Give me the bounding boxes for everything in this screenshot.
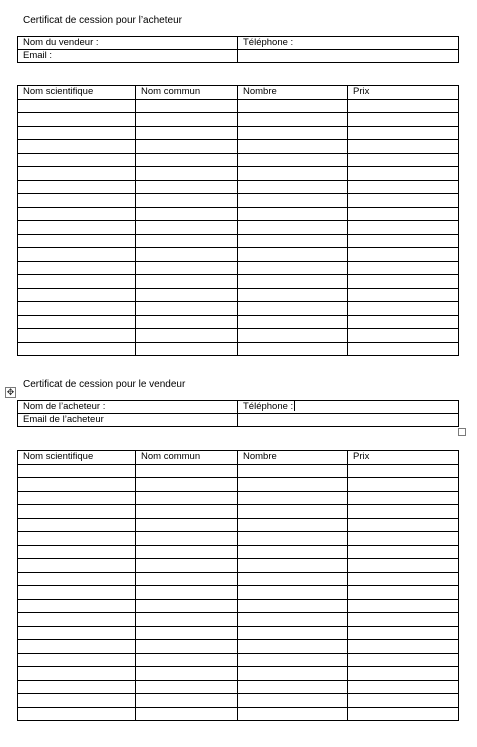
cell-common-name[interactable] [136, 194, 238, 208]
cell-quantity[interactable] [238, 315, 348, 329]
cell-scientific-name[interactable] [18, 248, 136, 262]
cell-price[interactable] [348, 342, 459, 356]
cell-scientific-name[interactable] [18, 694, 136, 708]
cell-price[interactable] [348, 234, 459, 248]
cell-price[interactable] [348, 221, 459, 235]
cell-scientific-name[interactable] [18, 559, 136, 573]
cell-scientific-name[interactable] [18, 613, 136, 627]
cell-price[interactable] [348, 464, 459, 478]
cell-scientific-name[interactable] [18, 640, 136, 654]
cell-scientific-name[interactable] [18, 113, 136, 127]
cell-quantity[interactable] [238, 221, 348, 235]
table-row [18, 261, 459, 275]
cell-quantity[interactable] [238, 113, 348, 127]
cell-quantity[interactable] [238, 680, 348, 694]
cell-scientific-name[interactable] [18, 464, 136, 478]
cell-common-name[interactable] [136, 153, 238, 167]
cell-scientific-name[interactable] [18, 707, 136, 721]
cell-quantity[interactable] [238, 572, 348, 586]
cell-common-name[interactable] [136, 180, 238, 194]
cell-quantity[interactable] [238, 288, 348, 302]
cell-scientific-name[interactable] [18, 653, 136, 667]
cell-price[interactable] [348, 180, 459, 194]
cell-quantity[interactable] [238, 491, 348, 505]
header-quantity: Nombre [238, 86, 348, 100]
buyer-name-field[interactable]: Nom de l’acheteur : [18, 401, 238, 414]
cell-quantity[interactable] [238, 342, 348, 356]
cell-common-name[interactable] [136, 207, 238, 221]
table-row [18, 680, 459, 694]
cell-quantity[interactable] [238, 626, 348, 640]
cell-scientific-name[interactable] [18, 680, 136, 694]
cell-common-name[interactable] [136, 478, 238, 492]
table-row [18, 207, 459, 221]
cell-price[interactable] [348, 167, 459, 181]
cell-common-name[interactable] [136, 140, 238, 154]
cell-quantity[interactable] [238, 207, 348, 221]
cell-scientific-name[interactable] [18, 153, 136, 167]
table-row [18, 167, 459, 181]
cell-scientific-name[interactable] [18, 99, 136, 113]
table-row [18, 491, 459, 505]
cell-scientific-name[interactable] [18, 288, 136, 302]
cell-quantity[interactable] [238, 261, 348, 275]
table-row [18, 613, 459, 627]
table-row [18, 248, 459, 262]
cell-common-name[interactable] [136, 667, 238, 681]
table-row [18, 640, 459, 654]
cell-quantity[interactable] [238, 640, 348, 654]
seller-phone-field[interactable]: Téléphone : [238, 37, 459, 50]
cell-price[interactable] [348, 329, 459, 343]
cell-common-name[interactable] [136, 126, 238, 140]
header-price: Prix [348, 451, 459, 465]
cell-scientific-name[interactable] [18, 315, 136, 329]
cell-scientific-name[interactable] [18, 261, 136, 275]
cell-quantity[interactable] [238, 545, 348, 559]
cell-scientific-name[interactable] [18, 167, 136, 181]
table-row [18, 342, 459, 356]
cell-quantity[interactable] [238, 518, 348, 532]
cell-price[interactable] [348, 640, 459, 654]
resize-icon[interactable] [458, 428, 466, 436]
table-row [18, 194, 459, 208]
table-row [18, 559, 459, 573]
buyer-phone-label: Téléphone : [243, 401, 294, 412]
cell-scientific-name[interactable] [18, 491, 136, 505]
cell-common-name[interactable] [136, 288, 238, 302]
cell-common-name[interactable] [136, 221, 238, 235]
buyer-email-field[interactable]: Email de l’acheteur [18, 414, 238, 427]
cell-common-name[interactable] [136, 518, 238, 532]
specimen-table-buyer [17, 85, 459, 356]
table-row [18, 302, 459, 316]
cell-common-name[interactable] [136, 707, 238, 721]
cell-price[interactable] [348, 261, 459, 275]
cell-price[interactable] [348, 653, 459, 667]
cell-price[interactable] [348, 140, 459, 154]
cell-scientific-name[interactable] [18, 572, 136, 586]
cell-price[interactable] [348, 478, 459, 492]
table-row [18, 99, 459, 113]
cell-price[interactable] [348, 505, 459, 519]
cell-price[interactable] [348, 599, 459, 613]
section2-title: Certificat de cession pour le vendeur [23, 379, 186, 390]
cell-common-name[interactable] [136, 680, 238, 694]
cell-common-name[interactable] [136, 653, 238, 667]
cell-quantity[interactable] [238, 302, 348, 316]
cell-price[interactable] [348, 518, 459, 532]
seller-name-field[interactable]: Nom du vendeur : [18, 37, 238, 50]
cell-price[interactable] [348, 559, 459, 573]
table-header-row [18, 86, 459, 100]
table-row [18, 126, 459, 140]
seller-info-table [17, 36, 459, 63]
cell-quantity[interactable] [238, 599, 348, 613]
cell-price[interactable] [348, 532, 459, 546]
table-row [18, 532, 459, 546]
cell-quantity[interactable] [238, 180, 348, 194]
cell-scientific-name[interactable] [18, 586, 136, 600]
table-row [18, 153, 459, 167]
buyer-email-extra-cell[interactable] [238, 414, 459, 427]
cell-quantity[interactable] [238, 194, 348, 208]
cell-quantity[interactable] [238, 99, 348, 113]
cell-common-name[interactable] [136, 261, 238, 275]
header-quantity: Nombre [238, 451, 348, 465]
table-row [18, 140, 459, 154]
buyer-phone-field[interactable] [238, 401, 459, 414]
table-row [18, 572, 459, 586]
cell-common-name[interactable] [136, 491, 238, 505]
cell-scientific-name[interactable] [18, 275, 136, 289]
move-icon[interactable]: ✥ [6, 387, 15, 397]
cell-common-name[interactable] [136, 626, 238, 640]
cell-scientific-name[interactable] [18, 180, 136, 194]
cell-price[interactable] [348, 572, 459, 586]
cell-scientific-name[interactable] [18, 194, 136, 208]
cell-common-name[interactable] [136, 613, 238, 627]
cell-scientific-name[interactable] [18, 599, 136, 613]
cell-price[interactable] [348, 613, 459, 627]
cell-price[interactable] [348, 113, 459, 127]
table-row [18, 464, 459, 478]
cell-quantity[interactable] [238, 505, 348, 519]
table-row [18, 180, 459, 194]
cell-common-name[interactable] [136, 99, 238, 113]
buyer-info-table [17, 400, 459, 427]
cell-price[interactable] [348, 680, 459, 694]
cell-common-name[interactable] [136, 302, 238, 316]
cell-scientific-name[interactable] [18, 234, 136, 248]
cell-scientific-name[interactable] [18, 545, 136, 559]
table-row [18, 221, 459, 235]
table-row [18, 275, 459, 289]
cell-common-name[interactable] [136, 599, 238, 613]
cell-common-name[interactable] [136, 640, 238, 654]
header-price: Prix [348, 86, 459, 100]
table-row [18, 234, 459, 248]
cell-scientific-name[interactable] [18, 140, 136, 154]
cell-quantity[interactable] [238, 464, 348, 478]
cell-quantity[interactable] [238, 613, 348, 627]
cell-price[interactable] [348, 586, 459, 600]
cell-common-name[interactable] [136, 532, 238, 546]
cell-price[interactable] [348, 694, 459, 708]
table-row [18, 694, 459, 708]
cell-scientific-name[interactable] [18, 207, 136, 221]
cell-price[interactable] [348, 707, 459, 721]
cell-quantity[interactable] [238, 167, 348, 181]
cell-scientific-name[interactable] [18, 329, 136, 343]
cell-scientific-name[interactable] [18, 342, 136, 356]
cell-quantity[interactable] [238, 707, 348, 721]
cell-common-name[interactable] [136, 586, 238, 600]
cell-price[interactable] [348, 99, 459, 113]
cell-common-name[interactable] [136, 248, 238, 262]
cell-quantity[interactable] [238, 653, 348, 667]
cell-scientific-name[interactable] [18, 478, 136, 492]
cell-price[interactable] [348, 207, 459, 221]
cell-price[interactable] [348, 126, 459, 140]
cell-scientific-name[interactable] [18, 518, 136, 532]
cell-common-name[interactable] [136, 694, 238, 708]
header-common-name: Nom commun [136, 451, 238, 465]
cell-common-name[interactable] [136, 572, 238, 586]
table-row [18, 505, 459, 519]
cell-quantity[interactable] [238, 248, 348, 262]
cell-price[interactable] [348, 194, 459, 208]
table-row [18, 518, 459, 532]
cell-scientific-name[interactable] [18, 505, 136, 519]
cell-quantity[interactable] [238, 140, 348, 154]
table-row [18, 478, 459, 492]
seller-email-field[interactable]: Email : [18, 50, 238, 63]
cell-quantity[interactable] [238, 126, 348, 140]
cell-quantity[interactable] [238, 532, 348, 546]
cell-scientific-name[interactable] [18, 532, 136, 546]
cell-quantity[interactable] [238, 153, 348, 167]
cell-quantity[interactable] [238, 694, 348, 708]
cell-scientific-name[interactable] [18, 626, 136, 640]
table-row [18, 288, 459, 302]
cell-price[interactable] [348, 491, 459, 505]
cell-common-name[interactable] [136, 329, 238, 343]
cell-price[interactable] [348, 275, 459, 289]
table-row [18, 113, 459, 127]
table-row [18, 626, 459, 640]
cell-scientific-name[interactable] [18, 221, 136, 235]
table-row [18, 599, 459, 613]
seller-email-extra-cell[interactable] [238, 50, 459, 63]
cell-common-name[interactable] [136, 559, 238, 573]
cell-quantity[interactable] [238, 586, 348, 600]
cell-price[interactable] [348, 626, 459, 640]
cell-common-name[interactable] [136, 275, 238, 289]
cell-price[interactable] [348, 545, 459, 559]
cell-common-name[interactable] [136, 464, 238, 478]
table-row [18, 667, 459, 681]
header-scientific-name: Nom scientifique [18, 451, 136, 465]
cell-common-name[interactable] [136, 545, 238, 559]
table-row [18, 545, 459, 559]
cell-price[interactable] [348, 288, 459, 302]
cell-price[interactable] [348, 248, 459, 262]
cell-common-name[interactable] [136, 113, 238, 127]
cell-common-name[interactable] [136, 315, 238, 329]
cell-quantity[interactable] [238, 234, 348, 248]
cell-price[interactable] [348, 302, 459, 316]
cell-quantity[interactable] [238, 329, 348, 343]
text-cursor [294, 401, 295, 411]
cell-common-name[interactable] [136, 234, 238, 248]
cell-price[interactable] [348, 315, 459, 329]
cell-scientific-name[interactable] [18, 667, 136, 681]
specimen-table-seller [17, 450, 459, 721]
cell-quantity[interactable] [238, 667, 348, 681]
table-row [18, 653, 459, 667]
table-row [18, 329, 459, 343]
cell-quantity[interactable] [238, 478, 348, 492]
cell-quantity[interactable] [238, 275, 348, 289]
table-header-row [18, 451, 459, 465]
section1-title: Certificat de cession pour l’acheteur [23, 15, 182, 26]
cell-quantity[interactable] [238, 559, 348, 573]
header-common-name: Nom commun [136, 86, 238, 100]
table-row [18, 586, 459, 600]
cell-price[interactable] [348, 153, 459, 167]
cell-common-name[interactable] [136, 342, 238, 356]
table-row [18, 315, 459, 329]
cell-scientific-name[interactable] [18, 302, 136, 316]
cell-common-name[interactable] [136, 505, 238, 519]
cell-common-name[interactable] [136, 167, 238, 181]
cell-price[interactable] [348, 667, 459, 681]
table-row [18, 707, 459, 721]
header-scientific-name: Nom scientifique [18, 86, 136, 100]
cell-scientific-name[interactable] [18, 126, 136, 140]
